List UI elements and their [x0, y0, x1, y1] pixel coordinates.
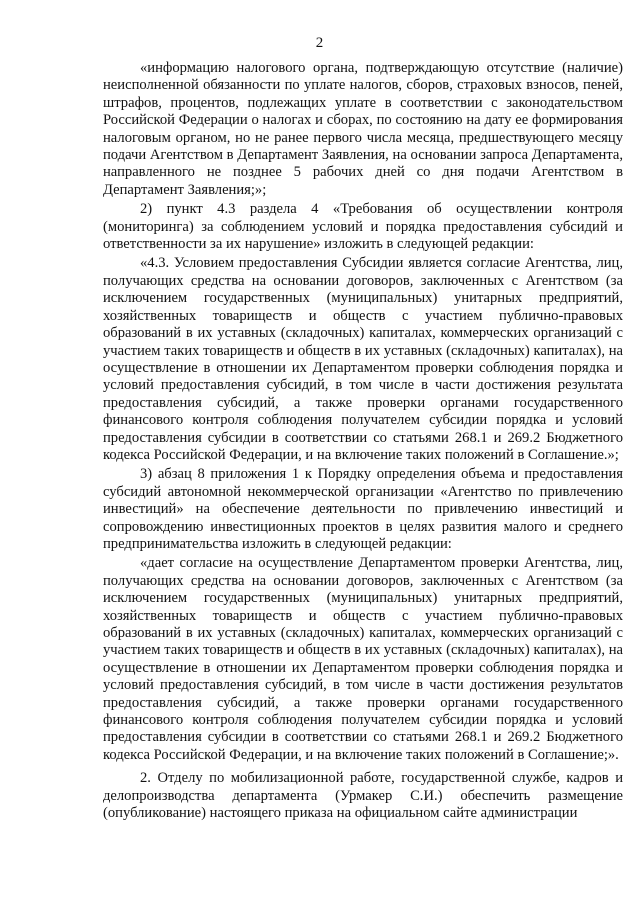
paragraph-section-2: 2. Отделу по мобилизационной работе, государственной службе, кадров и делопроизводства департамента (Урмакер С.И.) обеспечить размещение (опубликование) настоящего приказа на официальном сайте администрации: [103, 770, 623, 822]
page-number: 2: [315, 35, 324, 51]
paragraph-consent-quote: «дает согласие на осуществление Департаментом проверки Агентства, лиц, получающих средства на основании договоров, заключенных с Агентством (за исключением государственных (муниципальных) унитарных предприятий, хозяйственных товариществ и обществ с участием публично-правовых образований в их уставных (складочных) капиталах, коммерческих организаций с участием таких товариществ и обществ в их уставных (складочных) капиталах), на осуществление в отношении их Департаментом проверки соблюдения порядка и условий предоставления субсидий, в том числе в части достижения результатов предоставления субсидий, а также проверки органами государственного финансового контроля соблюдения получателем субсидии порядка и условий предоставления субсидии в соответствии со статьями 268.1 и 269.2 Бюджетного кодекса Российской Федерации, и на включение таких положений в Соглашение;».: [103, 555, 623, 763]
document-body: [103, 60, 623, 824]
paragraph-item-2: 2) пункт 4.3 раздела 4 «Требования об осуществлении контроля (мониторинга) за соблюдением условий и порядка предоставления субсидий и ответственности за их нарушение» изложить в следующей редакции:: [103, 201, 623, 253]
paragraph-clause-4-3: «4.3. Условием предоставления Субсидии является согласие Агентства, лиц, получающих средства на основании договоров, заключенных с Агентством (за исключением государственных (муниципальных) унитарных предприятий, хозяйственных товариществ и обществ с участием публично-правовых образований в их уставных (складочных) капиталах, коммерческих организаций с участием таких товариществ и обществ в их уставных (складочных) капиталах), на осуществление в отношении их Департаментом проверки соблюдения порядка и условий предоставления субсидий, в том числе в части достижения результата предоставления субсидий, а также проверки органами государственного финансового контроля соблюдения получателем субсидии порядка и условий предоставления субсидии в соответствии со статьями 268.1 и 269.2 Бюджетного кодекса Российской Федерации, и на включение таких положений в Соглашение.»;: [103, 255, 623, 463]
paragraph-item-3: 3) абзац 8 приложения 1 к Порядку определения объема и предоставления субсидий автономной некоммерческой организации «Агентство по привлечению инвестиций» на обеспечение деятельности по привлечению инвестиций и сопровождению инвестиционных проектов в целях развития малого и среднего предпринимательства изложить в следующей редакции:: [103, 466, 623, 552]
paragraph-tax-info-quote: «информацию налогового органа, подтверждающую отсутствие (наличие) неисполненной обязанности по уплате налогов, сборов, страховых взносов, пеней, штрафов, процентов, подлежащих уплате в соответствии с законодательством Российской Федерации о налогах и сборах, по состоянию на дату ее формирования налоговым органом, но не ранее первого числа месяца, предшествующего месяцу подачи Агентством в Департамент Заявления, на основании запроса Департамента, направленного не позднее 5 рабочих дней со дня подачи Агентством в Департамент Заявления;»;: [103, 60, 623, 198]
